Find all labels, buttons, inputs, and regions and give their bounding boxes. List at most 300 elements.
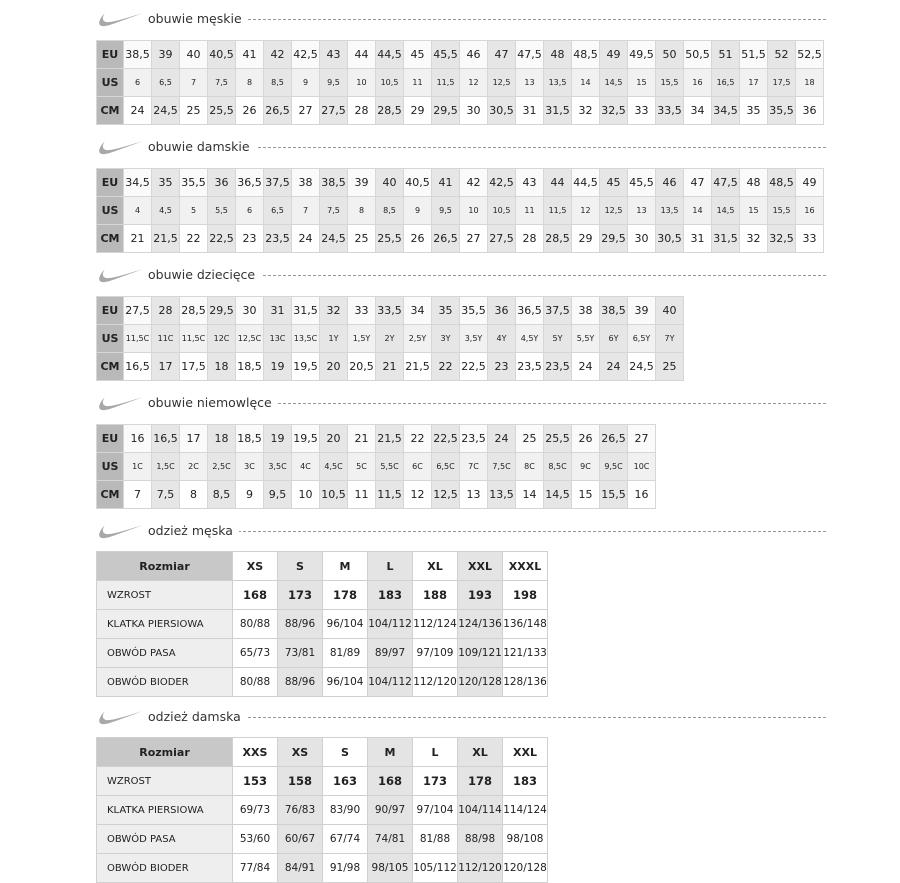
size-cell: 10 [292,481,320,509]
size-cell: 12 [460,69,488,97]
size-cell: 32 [740,225,768,253]
size-cell: 7 [292,197,320,225]
size-cell: 6 [124,69,152,97]
size-cell: 43 [516,169,544,197]
section-title: obuwie niemowlęce [148,394,278,412]
size-cell: 17 [180,425,208,453]
size-cell: 31 [684,225,712,253]
size-cell: 12,5 [432,481,460,509]
size-header-cell: XS [278,738,323,767]
size-cell: 9C [572,453,600,481]
size-cell: 24 [488,425,516,453]
size-cell: 15,5 [768,197,796,225]
size-cell: 15 [572,481,600,509]
size-cell: 5,5C [376,453,404,481]
measure-cell: 188 [413,581,458,610]
size-cell: 35,5 [460,297,488,325]
measure-cell: 173 [413,767,458,796]
size-cell: 1,5Y [348,325,376,353]
size-cell: 16,5 [152,425,180,453]
measure-cell: 114/124 [503,796,548,825]
size-cell: 7C [460,453,488,481]
size-cell: 46 [460,41,488,69]
row-label: EU [97,169,124,197]
size-cell: 13 [628,197,656,225]
measure-cell: 91/98 [323,854,368,883]
size-cell: 3,5Y [460,325,488,353]
size-cell: 51,5 [740,41,768,69]
size-cell: 31,5 [712,225,740,253]
size-cell: 14,5 [600,69,628,97]
size-cell: 27 [628,425,656,453]
size-cell: 6,5Y [628,325,656,353]
measure-cell: 198 [503,581,548,610]
size-cell: 31 [516,97,544,125]
size-cell: 30,5 [488,97,516,125]
size-cell: 30 [460,97,488,125]
size-header-cell: XXL [458,552,503,581]
section-title: odzież damska [148,708,247,726]
measure-cell: 124/136 [458,610,503,639]
size-cell: 19,5 [292,425,320,453]
size-cell: 32 [320,297,348,325]
size-row-eu [97,41,824,69]
measure-cell: 112/124 [413,610,458,639]
size-cell: 2,5Y [404,325,432,353]
size-cell: 39 [348,169,376,197]
size-cell: 40 [656,297,684,325]
size-cell: 8 [180,481,208,509]
measure-cell: 74/81 [368,825,413,854]
size-cell: 21,5 [152,225,180,253]
size-cell: 40,5 [208,41,236,69]
measure-cell: 168 [233,581,278,610]
nike-swoosh-icon [96,264,144,286]
size-cell: 13 [516,69,544,97]
measure-row [97,767,548,796]
size-cell: 11,5C [124,325,152,353]
size-row-cm [97,97,824,125]
size-cell: 3Y [432,325,460,353]
mens-shoes-header [96,8,826,30]
size-cell: 37,5 [544,297,572,325]
size-cell: 25 [656,353,684,381]
size-cell: 5,5Y [572,325,600,353]
row-label: CM [97,353,124,381]
size-cell: 5 [180,197,208,225]
nike-swoosh-icon [96,8,144,30]
size-cell: 31,5 [544,97,572,125]
size-cell: 1Y [320,325,348,353]
size-cell: 11 [404,69,432,97]
size-cell: 40 [180,41,208,69]
size-cell: 17 [152,353,180,381]
size-cell: 27,5 [488,225,516,253]
size-cell: 42,5 [488,169,516,197]
size-cell: 27 [292,97,320,125]
size-header-cell: M [323,552,368,581]
womens-shoes-size-table [96,168,824,253]
size-cell: 34 [404,297,432,325]
size-cell: 12C [208,325,236,353]
measure-cell: 81/89 [323,639,368,668]
measure-cell: 104/114 [458,796,503,825]
size-cell: 13 [460,481,488,509]
size-cell: 17 [740,69,768,97]
size-cell: 46 [656,169,684,197]
size-cell: 5Y [544,325,572,353]
size-header-cell: XS [233,552,278,581]
mens-shoes-size-table [96,40,824,125]
section-title: odzież męska [148,522,239,540]
size-header-cell: M [368,738,413,767]
size-cell: 3C [236,453,264,481]
measure-cell: 76/83 [278,796,323,825]
measure-cell: 88/96 [278,668,323,697]
measure-cell: 88/98 [458,825,503,854]
measure-cell: 77/84 [233,854,278,883]
size-cell: 32,5 [600,97,628,125]
kids-shoes-size-table [96,296,684,381]
measure-cell: 81/88 [413,825,458,854]
size-row-us [97,325,684,353]
size-cell: 36 [796,97,824,125]
size-cell: 2Y [376,325,404,353]
measure-cell: 112/120 [458,854,503,883]
size-cell: 24,5 [628,353,656,381]
measure-cell: 97/109 [413,639,458,668]
size-header-cell: XXXL [503,552,548,581]
size-cell: 11 [516,197,544,225]
size-cell: 47,5 [712,169,740,197]
size-header-cell: S [323,738,368,767]
row-label: CM [97,225,124,253]
size-header-cell: XXL [503,738,548,767]
size-header-cell: L [413,738,458,767]
size-cell: 25 [180,97,208,125]
measure-cell: 80/88 [233,668,278,697]
size-cell: 33 [348,297,376,325]
size-cell: 42 [264,41,292,69]
size-cell: 15,5 [656,69,684,97]
size-cell: 23 [236,225,264,253]
size-cell: 12,5 [488,69,516,97]
size-cell: 7 [124,481,152,509]
mens-clothing-size-table [96,551,548,697]
size-cell: 24,5 [320,225,348,253]
size-cell: 44 [544,169,572,197]
measure-row [97,581,548,610]
size-cell: 6,5 [152,69,180,97]
row-label: US [97,197,124,225]
size-cell: 48 [740,169,768,197]
nike-swoosh-icon [96,520,144,542]
measure-cell: 178 [458,767,503,796]
size-cell: 14 [572,69,600,97]
measure-cell: 120/128 [458,668,503,697]
size-cell: 25,5 [376,225,404,253]
size-cell: 17,5 [768,69,796,97]
size-cell: 22 [432,353,460,381]
measure-cell: 80/88 [233,610,278,639]
size-cell: 23,5 [264,225,292,253]
size-cell: 38 [292,169,320,197]
size-cell: 20 [320,353,348,381]
size-cell: 36,5 [236,169,264,197]
size-cell: 22,5 [432,425,460,453]
measure-row [97,825,548,854]
size-cell: 33,5 [376,297,404,325]
size-cell: 34,5 [712,97,740,125]
size-cell: 2,5C [208,453,236,481]
size-cell: 8C [516,453,544,481]
row-label: EU [97,41,124,69]
row-label: CM [97,97,124,125]
size-cell: 18,5 [236,425,264,453]
size-cell: 27,5 [124,297,152,325]
size-cell: 4Y [488,325,516,353]
size-cell: 6C [404,453,432,481]
womens-clothing-size-table [96,737,548,883]
measure-cell: 104/112 [368,668,413,697]
measure-cell: 158 [278,767,323,796]
measure-label: OBWÓD PASA [97,825,233,854]
measure-label: WZROST [97,767,233,796]
size-cell: 11,5 [432,69,460,97]
size-cell: 33 [796,225,824,253]
size-cell: 28,5 [376,97,404,125]
measure-row [97,854,548,883]
measure-row [97,668,548,697]
size-cell: 37,5 [264,169,292,197]
measure-cell: 178 [323,581,368,610]
size-cell: 19,5 [292,353,320,381]
row-label: US [97,325,124,353]
measure-cell: 112/120 [413,668,458,697]
measure-row [97,610,548,639]
measure-cell: 98/108 [503,825,548,854]
size-cell: 7Y [656,325,684,353]
size-cell: 45 [600,169,628,197]
size-cell: 10 [460,197,488,225]
size-cell: 12,5C [236,325,264,353]
size-cell: 40,5 [404,169,432,197]
size-cell: 11,5 [544,197,572,225]
size-cell: 9,5 [264,481,292,509]
size-cell: 12 [572,197,600,225]
size-cell: 36 [208,169,236,197]
measure-cell: 89/97 [368,639,413,668]
measure-label: OBWÓD PASA [97,639,233,668]
mens-clothing-header [96,520,826,542]
size-row-us [97,69,824,97]
size-cell: 21,5 [376,425,404,453]
size-cell: 8 [236,69,264,97]
measure-label: OBWÓD BIODER [97,668,233,697]
size-cell: 16 [628,481,656,509]
size-cell: 23,5 [460,425,488,453]
infant-shoes-size-table [96,424,656,509]
size-cell: 28,5 [544,225,572,253]
measure-cell: 69/73 [233,796,278,825]
size-cell: 9 [404,197,432,225]
size-cell: 35 [432,297,460,325]
size-cell: 8,5C [544,453,572,481]
size-cell: 7,5 [152,481,180,509]
size-cell: 16 [796,197,824,225]
size-cell: 13,5 [656,197,684,225]
size-header-label: Rozmiar [97,552,233,581]
size-cell: 52,5 [796,41,824,69]
size-cell: 36,5 [516,297,544,325]
kids-shoes-header [96,264,826,286]
size-cell: 20 [320,425,348,453]
nike-swoosh-icon [96,706,144,728]
size-cell: 28,5 [180,297,208,325]
womens-shoes-header [96,136,826,158]
size-cell: 24 [572,353,600,381]
size-cell: 21,5 [404,353,432,381]
size-cell: 49 [796,169,824,197]
size-cell: 18 [208,425,236,453]
size-cell: 30 [236,297,264,325]
size-cell: 6Y [600,325,628,353]
size-cell: 24 [600,353,628,381]
nike-swoosh-icon [96,136,144,158]
size-cell: 34 [684,97,712,125]
size-cell: 31 [264,297,292,325]
size-cell: 11,5 [376,481,404,509]
size-cell: 28 [516,225,544,253]
size-row-eu [97,169,824,197]
size-cell: 11 [348,481,376,509]
size-cell: 5,5 [208,197,236,225]
measure-cell: 183 [368,581,413,610]
measure-cell: 88/96 [278,610,323,639]
size-cell: 29 [404,97,432,125]
measure-cell: 136/148 [503,610,548,639]
section-title: obuwie dziecięce [148,266,261,284]
size-cell: 1C [124,453,152,481]
size-cell: 40 [376,169,404,197]
size-cell: 9 [236,481,264,509]
size-cell: 26 [236,97,264,125]
size-cell: 26,5 [264,97,292,125]
size-cell: 16,5 [712,69,740,97]
measure-label: WZROST [97,581,233,610]
size-cell: 25,5 [208,97,236,125]
size-cell: 7,5 [208,69,236,97]
size-cell: 2C [180,453,208,481]
size-cell: 13,5 [488,481,516,509]
size-cell: 29,5 [208,297,236,325]
measure-cell: 98/105 [368,854,413,883]
size-cell: 24 [292,225,320,253]
size-cell: 9 [292,69,320,97]
row-label: EU [97,425,124,453]
measure-cell: 153 [233,767,278,796]
size-cell: 47 [684,169,712,197]
row-label: US [97,453,124,481]
size-cell: 12,5 [600,197,628,225]
size-cell: 26,5 [600,425,628,453]
measure-cell: 168 [368,767,413,796]
size-cell: 8,5 [208,481,236,509]
size-cell: 29,5 [600,225,628,253]
measure-cell: 183 [503,767,548,796]
size-cell: 30 [628,225,656,253]
measure-cell: 73/81 [278,639,323,668]
size-cell: 18 [796,69,824,97]
size-cell: 25 [348,225,376,253]
size-cell: 32 [572,97,600,125]
measure-cell: 163 [323,767,368,796]
size-cell: 35,5 [180,169,208,197]
size-cell: 29 [572,225,600,253]
size-cell: 10,5 [488,197,516,225]
size-header-cell: XL [413,552,458,581]
size-cell: 10,5 [320,481,348,509]
size-cell: 18 [208,353,236,381]
size-cell: 35,5 [768,97,796,125]
size-cell: 35 [152,169,180,197]
size-cell: 6 [236,197,264,225]
size-cell: 6,5C [432,453,460,481]
size-cell: 26 [404,225,432,253]
size-cell: 41 [236,41,264,69]
dashed-divider [148,19,826,20]
size-cell: 34,5 [124,169,152,197]
size-cell: 3,5C [264,453,292,481]
size-cell: 13C [264,325,292,353]
size-cell: 26,5 [432,225,460,253]
size-cell: 22 [180,225,208,253]
size-cell: 49,5 [628,41,656,69]
size-cell: 7,5 [320,197,348,225]
size-row-eu [97,425,656,453]
measure-row [97,796,548,825]
size-cell: 9,5 [320,69,348,97]
size-cell: 38,5 [124,41,152,69]
size-header-cell: S [278,552,323,581]
measure-label: OBWÓD BIODER [97,854,233,883]
size-cell: 10,5 [376,69,404,97]
measure-cell: 83/90 [323,796,368,825]
size-cell: 11C [152,325,180,353]
measure-cell: 90/97 [368,796,413,825]
size-cell: 47,5 [516,41,544,69]
measure-cell: 97/104 [413,796,458,825]
measure-cell: 84/91 [278,854,323,883]
size-header-label: Rozmiar [97,738,233,767]
size-cell: 7,5C [488,453,516,481]
womens-clothing-header [96,706,826,728]
size-cell: 5C [348,453,376,481]
size-header-row [97,738,548,767]
size-cell: 19 [264,353,292,381]
size-cell: 33 [628,97,656,125]
size-cell: 26 [572,425,600,453]
size-cell: 8,5 [264,69,292,97]
size-row-cm [97,481,656,509]
size-cell: 28 [348,97,376,125]
size-cell: 51 [712,41,740,69]
measure-cell: 193 [458,581,503,610]
size-cell: 35 [740,97,768,125]
measure-cell: 109/121 [458,639,503,668]
size-cell: 38,5 [600,297,628,325]
size-cell: 42,5 [292,41,320,69]
